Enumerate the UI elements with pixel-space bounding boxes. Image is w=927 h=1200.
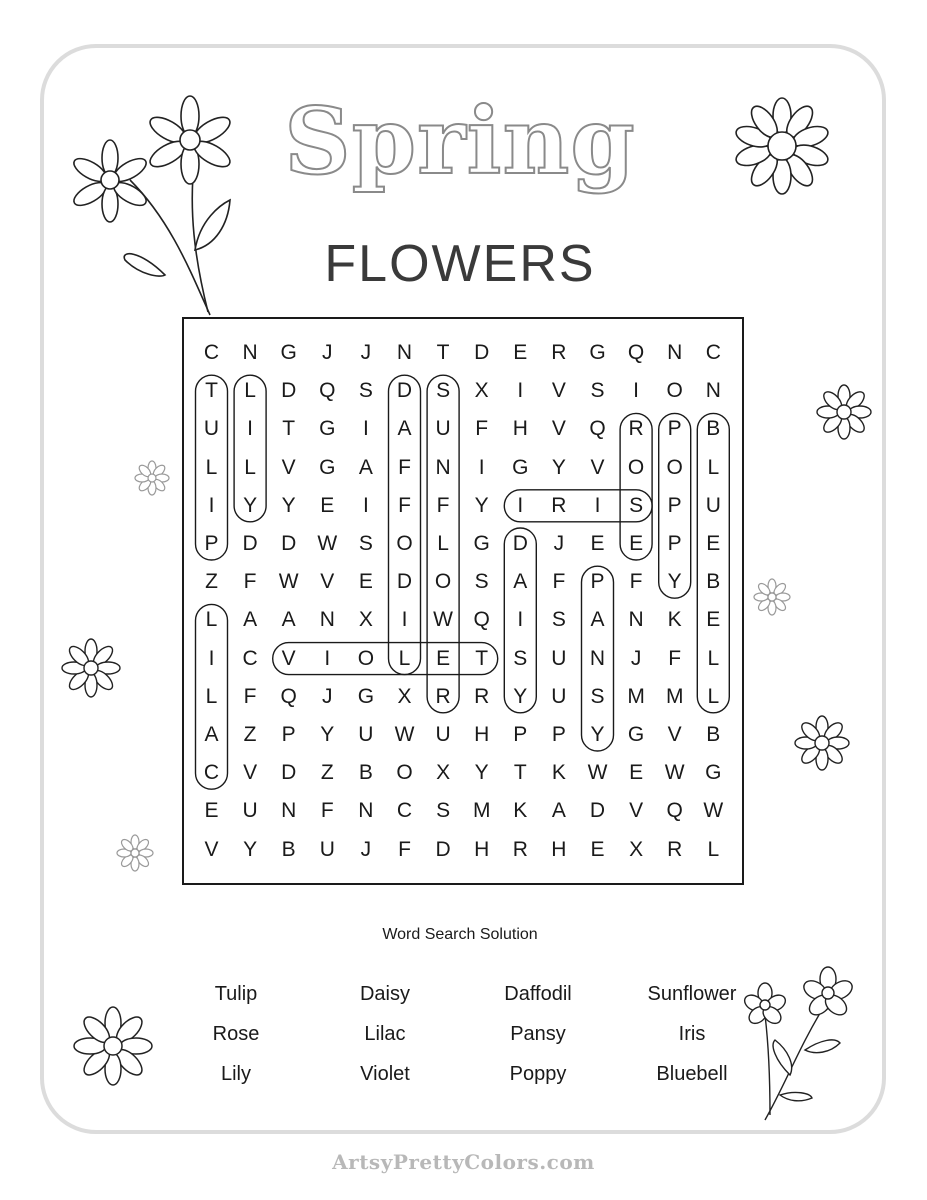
- grid-cell: L: [707, 684, 720, 708]
- grid-cell: N: [435, 455, 451, 479]
- grid-cell: Q: [589, 417, 606, 441]
- grid-cell: C: [242, 646, 258, 670]
- grid-cell: A: [281, 608, 296, 632]
- grid-cell: L: [707, 646, 720, 670]
- grid-cell: C: [203, 341, 220, 364]
- grid-cell: S: [590, 379, 605, 403]
- grid-cell: A: [243, 608, 258, 632]
- grid-cell: V: [590, 455, 605, 479]
- grid-cell: R: [667, 837, 683, 861]
- grid-cell: V: [551, 417, 566, 441]
- small-flower-icon: [60, 637, 122, 699]
- grid-cell: D: [281, 379, 297, 403]
- grid-cell: U: [551, 646, 567, 670]
- grid-cell: Y: [281, 493, 296, 517]
- small-flower-icon: [753, 578, 791, 616]
- grid-cell: U: [203, 417, 220, 441]
- grid-cell: T: [205, 379, 218, 403]
- site-watermark: ArtsyPrettyColors.com: [332, 1150, 595, 1174]
- grid-cell: S: [474, 570, 489, 594]
- daisy-bouquet-icon: [70, 100, 230, 325]
- grid-cell: I: [478, 455, 485, 479]
- grid-cell: F: [629, 570, 643, 594]
- grid-cell: F: [398, 493, 411, 517]
- grid-cell: K: [513, 799, 528, 823]
- grid-cell: W: [433, 608, 453, 632]
- grid-cell: E: [513, 341, 528, 364]
- grid-cell: U: [705, 493, 721, 517]
- grid-cell: D: [396, 379, 413, 403]
- grid-cell: O: [627, 455, 645, 479]
- grid-cell: J: [553, 532, 565, 555]
- grid-cell: O: [357, 646, 375, 670]
- grid-cell: A: [397, 417, 412, 441]
- grid-cell: U: [319, 837, 335, 861]
- grid-cell: D: [589, 799, 606, 823]
- small-flower-icon: [793, 714, 851, 772]
- grid-cell: E: [590, 837, 605, 861]
- grid-cell: Q: [319, 379, 336, 403]
- grid-cell: N: [358, 799, 374, 823]
- word-list-item: Iris: [678, 1023, 706, 1045]
- word-list-item: Rose: [212, 1023, 260, 1045]
- grid-cell: E: [706, 608, 721, 632]
- grid-cell: K: [667, 608, 682, 632]
- word-list-item: Violet: [360, 1063, 410, 1085]
- grid-cell: S: [436, 799, 451, 823]
- grid-cell: U: [435, 417, 451, 441]
- grid-cell: R: [435, 684, 451, 708]
- grid-cell: O: [666, 379, 683, 403]
- grid-cell: Y: [474, 761, 489, 785]
- grid-cell: I: [517, 493, 524, 517]
- grid-cell: N: [242, 341, 258, 364]
- grid-cell: E: [629, 761, 644, 785]
- grid-cell: T: [436, 341, 450, 364]
- grid-cell: H: [474, 837, 490, 861]
- grid-cell: P: [667, 532, 682, 555]
- grid-cell: R: [512, 837, 528, 861]
- grid-cell: F: [398, 837, 411, 861]
- grid-cell: A: [358, 455, 373, 479]
- grid-cell: S: [358, 532, 373, 555]
- grid-cell: E: [358, 570, 373, 594]
- grid-cell: D: [281, 532, 297, 555]
- grid-cell: O: [396, 532, 413, 555]
- grid-cell: E: [629, 532, 644, 555]
- grid-cell: V: [243, 761, 258, 785]
- page-subtitle: FLOWERS: [324, 235, 596, 293]
- grid-cell: L: [244, 455, 256, 479]
- grid-cell: V: [551, 379, 566, 403]
- grid-cell: L: [205, 684, 218, 708]
- grid-cell: N: [281, 799, 297, 823]
- grid-cell: E: [320, 493, 335, 517]
- grid-cell: H: [474, 723, 490, 746]
- grid-cell: U: [358, 723, 374, 746]
- grid-cell: F: [398, 455, 411, 479]
- grid-cell: W: [703, 799, 724, 823]
- grid-cell: V: [281, 646, 296, 670]
- grid-cell: F: [320, 799, 334, 823]
- grid-cell: Y: [320, 723, 335, 746]
- grid-cell: R: [551, 341, 567, 364]
- grid-cell: R: [551, 493, 567, 517]
- grid-cell: W: [394, 723, 415, 746]
- grid-cell: C: [203, 761, 220, 785]
- word-list-item: Poppy: [509, 1063, 567, 1085]
- grid-cell: T: [513, 761, 527, 785]
- grid-cell: T: [475, 646, 489, 670]
- grid-cell: I: [633, 379, 640, 403]
- word-list-item: Lilac: [364, 1023, 406, 1045]
- grid-cell: L: [398, 646, 411, 670]
- grid-cell: Q: [666, 799, 683, 823]
- word-list-item: Daisy: [359, 983, 410, 1005]
- grid-cell: N: [667, 341, 683, 364]
- grid-cell: S: [513, 646, 528, 670]
- grid-cell: F: [243, 570, 257, 594]
- grid-cell: T: [282, 417, 296, 441]
- grid-cell: P: [281, 723, 296, 746]
- flower-icon: [732, 96, 832, 196]
- grid-cell: B: [706, 570, 721, 594]
- grid-cell: L: [205, 455, 218, 479]
- grid-cell: U: [551, 684, 567, 708]
- grid-letters: [184, 319, 746, 887]
- grid-cell: M: [472, 799, 491, 823]
- grid-cell: F: [243, 684, 257, 708]
- grid-cell: D: [474, 341, 490, 364]
- grid-cell: H: [551, 837, 567, 861]
- grid-cell: K: [551, 761, 566, 785]
- grid-cell: M: [627, 684, 645, 708]
- grid-cell: Y: [243, 837, 258, 861]
- grid-cell: D: [435, 837, 451, 861]
- grid-cell: D: [281, 761, 297, 785]
- grid-cell: L: [205, 608, 218, 632]
- grid-cell: B: [706, 723, 721, 746]
- grid-cell: D: [396, 570, 413, 594]
- word-list-item: Sunflower: [647, 983, 737, 1005]
- grid-cell: G: [319, 417, 336, 441]
- grid-cell: E: [590, 532, 605, 555]
- grid-cell: H: [512, 417, 528, 441]
- grid-cell: X: [474, 379, 489, 403]
- page-title: Spring: [284, 87, 636, 195]
- grid-cell: Z: [243, 723, 257, 746]
- grid-cell: C: [396, 799, 413, 823]
- grid-cell: A: [551, 799, 566, 823]
- grid-cell: J: [630, 646, 642, 670]
- grid-cell: V: [204, 837, 219, 861]
- grid-cell: G: [512, 455, 529, 479]
- grid-cell: J: [322, 684, 333, 708]
- grid-cell: P: [667, 493, 682, 517]
- grid-cell: I: [517, 379, 524, 403]
- word-list-item: Daffodil: [504, 983, 572, 1005]
- grid-cell: I: [517, 608, 524, 632]
- grid-cell: L: [707, 455, 720, 479]
- grid-cell: Y: [474, 493, 489, 517]
- grid-cell: G: [627, 723, 645, 746]
- grid-cell: F: [668, 646, 682, 670]
- grid-cell: V: [629, 799, 644, 823]
- grid-cell: O: [666, 455, 683, 479]
- grid-cell: I: [362, 493, 369, 517]
- grid-cell: Q: [473, 608, 490, 632]
- grid-cell: G: [357, 684, 375, 708]
- grid-cell: G: [280, 341, 297, 364]
- grid-cell: N: [396, 341, 413, 364]
- word-search-grid: [182, 317, 744, 885]
- grid-cell: Z: [205, 570, 218, 594]
- grid-cell: B: [706, 417, 721, 441]
- grid-cell: N: [319, 608, 335, 632]
- grid-cell: I: [208, 493, 215, 517]
- grid-cell: P: [551, 723, 566, 746]
- grid-cell: V: [320, 570, 335, 594]
- small-flower-icon: [116, 834, 154, 872]
- grid-cell: I: [594, 493, 601, 517]
- grid-cell: F: [475, 417, 489, 441]
- grid-cell: B: [281, 837, 296, 861]
- grid-cell: L: [707, 837, 720, 861]
- grid-cell: S: [436, 379, 451, 403]
- grid-cell: N: [628, 608, 644, 632]
- grid-cell: D: [242, 532, 258, 555]
- grid-cell: V: [667, 723, 682, 746]
- grid-cell: S: [551, 608, 566, 632]
- grid-cell: U: [242, 799, 258, 823]
- grid-cell: G: [589, 341, 606, 364]
- small-flower-icon: [815, 383, 873, 441]
- grid-cell: O: [396, 761, 413, 785]
- word-list-item: Pansy: [510, 1023, 566, 1045]
- grid-cell: S: [358, 379, 373, 403]
- grid-cell: I: [401, 608, 408, 632]
- grid-cell: P: [204, 532, 219, 555]
- grid-cell: O: [434, 570, 452, 594]
- grid-cell: I: [208, 646, 215, 670]
- grid-cell: G: [705, 761, 722, 785]
- grid-cell: U: [435, 723, 451, 746]
- grid-cell: W: [664, 761, 685, 785]
- grid-cell: C: [705, 341, 721, 364]
- grid-cell: Y: [590, 723, 605, 746]
- grid-cell: Z: [320, 761, 334, 785]
- grid-cell: J: [360, 837, 372, 861]
- grid-cell: G: [319, 455, 336, 479]
- grid-cell: E: [204, 799, 219, 823]
- grid-cell: F: [436, 493, 450, 517]
- grid-cell: R: [474, 684, 490, 708]
- grid-cell: Q: [280, 684, 297, 708]
- grid-cell: Y: [513, 684, 528, 708]
- grid-cell: W: [317, 532, 338, 555]
- grid-cell: Y: [243, 493, 258, 517]
- grid-cell: F: [552, 570, 566, 594]
- solution-caption: Word Search Solution: [382, 926, 538, 943]
- grid-cell: R: [628, 417, 644, 441]
- word-list-item: Bluebell: [656, 1063, 728, 1085]
- grid-cell: Q: [627, 341, 645, 364]
- grid-cell: M: [665, 684, 684, 708]
- grid-cell: X: [629, 837, 644, 861]
- small-flower-icon: [134, 460, 170, 496]
- grid-cell: L: [437, 532, 449, 555]
- grid-cell: I: [324, 646, 331, 670]
- grid-cell: E: [706, 532, 721, 555]
- word-list-item: Lily: [220, 1063, 251, 1085]
- grid-cell: Y: [551, 455, 566, 479]
- grid-cell: J: [360, 341, 372, 364]
- grid-cell: G: [473, 532, 490, 555]
- grid-cell: N: [705, 379, 721, 403]
- grid-cell: E: [436, 646, 451, 670]
- grid-cell: P: [590, 570, 605, 594]
- grid-cell: X: [358, 608, 373, 632]
- grid-cell: I: [362, 417, 369, 441]
- grid-cell: W: [587, 761, 608, 785]
- grid-cell: W: [278, 570, 299, 594]
- grid-cell: A: [513, 570, 528, 594]
- grid-cell: A: [590, 608, 605, 632]
- grid-cell: I: [247, 417, 254, 441]
- word-list-item: Tulip: [214, 983, 258, 1005]
- grid-cell: P: [513, 723, 528, 746]
- grid-cell: P: [667, 417, 682, 441]
- flower-icon: [72, 1005, 154, 1087]
- grid-cell: L: [244, 379, 256, 403]
- grid-cell: S: [629, 493, 644, 517]
- grid-cell: A: [204, 723, 219, 746]
- grid-cell: J: [322, 341, 333, 364]
- grid-cell: V: [281, 455, 296, 479]
- grid-cell: D: [512, 532, 528, 555]
- grid-cell: X: [397, 684, 412, 708]
- grid-cell: N: [589, 646, 606, 670]
- grid-cell: B: [358, 761, 373, 785]
- grid-cell: X: [436, 761, 451, 785]
- grid-cell: Y: [667, 570, 682, 594]
- grid-cell: S: [590, 684, 605, 708]
